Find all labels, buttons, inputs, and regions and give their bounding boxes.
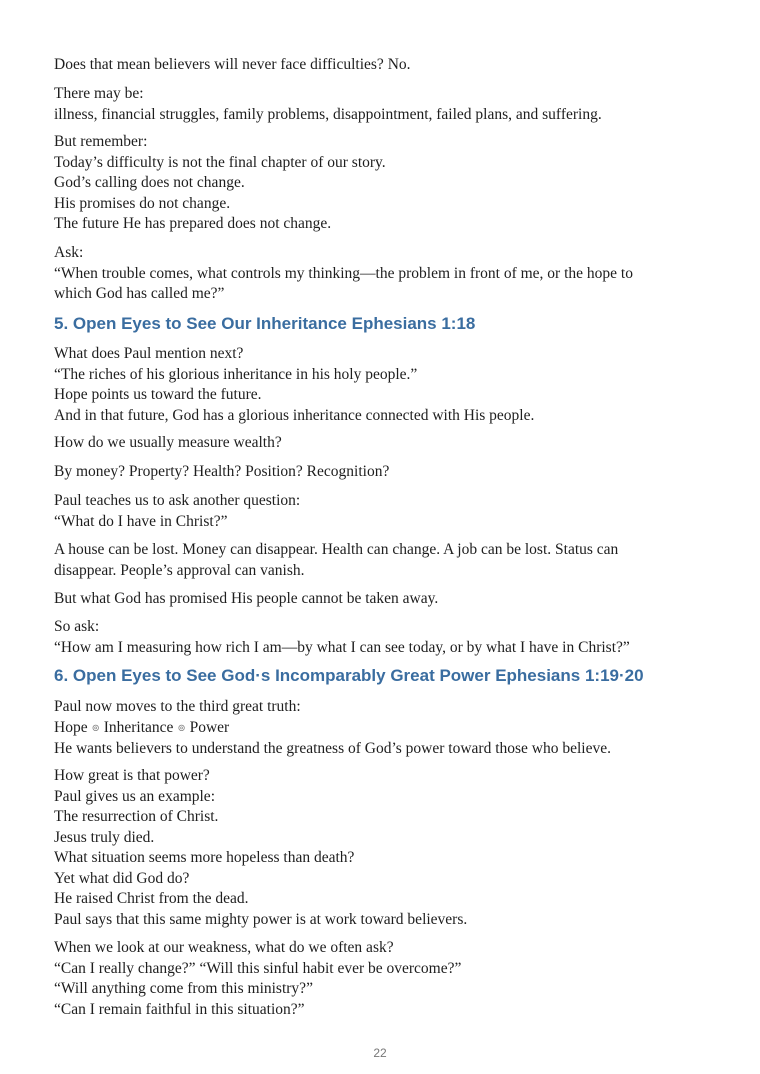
text-line: But remember: — [54, 133, 148, 150]
paragraph-cannot-be-taken — [54, 589, 714, 610]
paragraph-by-money — [54, 462, 714, 483]
text-line: “Can I remain faithful in this situation?” — [54, 1000, 305, 1018]
text-line: Does that mean believers will never face difficulties? No. — [54, 56, 411, 73]
text-line: Paul now moves to the third great truth: — [54, 698, 301, 715]
text-line: which God has called me?” — [54, 285, 225, 302]
text-line: There may be: — [54, 85, 144, 102]
hope-inheritance-power-line — [54, 718, 714, 740]
text-line: Jesus truly died. — [54, 828, 155, 846]
text-line: How do we usually measure wealth? — [54, 434, 282, 451]
paragraph-our-weakness — [54, 938, 714, 1020]
paragraph-paul-mentions — [54, 344, 714, 426]
text-line: Yet what did God do? — [54, 869, 190, 887]
text-line: Hope points us toward the future. — [54, 386, 262, 403]
text-line: “Can I really change?” “Will this sinful habit ever be overcome?” — [54, 959, 462, 977]
paragraph-so-ask — [54, 617, 714, 658]
text-line: By money? Property? Health? Position? Recognition? — [54, 463, 390, 480]
text-line: Today’s difficulty is not the final chapter of our story. — [54, 153, 386, 171]
text-line: So ask: — [54, 618, 100, 635]
circle-separator-icon: ⊚ — [91, 722, 100, 734]
text-line: What situation seems more hopeless than death? — [54, 849, 355, 866]
paragraph-measure-wealth — [54, 433, 714, 454]
paragraph-but-remember — [54, 132, 714, 235]
text-line: “What do I have in Christ?” — [54, 512, 228, 530]
paragraph-ask-trouble — [54, 243, 714, 305]
word-power: Power — [189, 718, 230, 736]
text-line: He wants believers to understand the greatness of God’s power toward those who believe. — [54, 740, 611, 757]
text-line: Paul gives us an example: — [54, 787, 215, 805]
text-line: disappear. People’s approval can vanish. — [54, 561, 305, 579]
text-line: But what God has promised His people cannot be taken away. — [54, 590, 439, 607]
text-line: When we look at our weakness, what do we often ask? — [54, 939, 394, 956]
paragraph-house-lost — [54, 540, 714, 581]
section-heading-great-power: 6. Open Eyes to See God·s Incomparably Great Power Ephesians 1:19·20 — [54, 666, 644, 685]
text-line: God’s calling does not change. — [54, 174, 245, 191]
text-line: A house can be lost. Money can disappear. Health can change. A job can be lost. Status can — [54, 541, 619, 558]
section-heading-inheritance: 5. Open Eyes to See Our Inheritance Ephesians 1:18 — [54, 314, 476, 333]
text-line: The resurrection of Christ. — [54, 808, 219, 825]
text-line: Paul teaches us to ask another question: — [54, 492, 301, 509]
text-line: He raised Christ from the dead. — [54, 890, 249, 907]
page-number: 22 — [373, 1046, 387, 1060]
paragraph-there-may-be — [54, 84, 714, 125]
paragraph-another-question — [54, 491, 714, 532]
paragraph-how-great-power — [54, 766, 714, 930]
paragraph-third-truth — [54, 697, 714, 760]
word-hope: Hope — [54, 718, 88, 736]
text-line: Paul says that this same mighty power is at work toward believers. — [54, 910, 468, 928]
text-line: “How am I measuring how rich I am—by what I can see today, or by what I have in Christ?” — [54, 638, 630, 656]
text-line: “Will anything come from this ministry?” — [54, 980, 313, 997]
text-line: The future He has prepared does not change. — [54, 215, 332, 232]
text-line: His promises do not change. — [54, 194, 231, 212]
text-line: “When trouble comes, what controls my thinking—the problem in front of me, or the hope to — [54, 264, 633, 282]
text-line: “The riches of his glorious inheritance in his holy people.” — [54, 365, 418, 383]
text-line: illness, financial struggles, family problems, disappointment, failed plans, and suffering. — [54, 105, 602, 123]
paragraph-difficulties-question — [54, 55, 714, 76]
word-inheritance: Inheritance — [103, 718, 174, 736]
circle-separator-icon: ⊚ — [177, 722, 186, 734]
text-line: Ask: — [54, 244, 84, 261]
text-line: What does Paul mention next? — [54, 345, 244, 362]
text-line: And in that future, God has a glorious inheritance connected with His people. — [54, 406, 535, 424]
text-line: How great is that power? — [54, 767, 210, 784]
